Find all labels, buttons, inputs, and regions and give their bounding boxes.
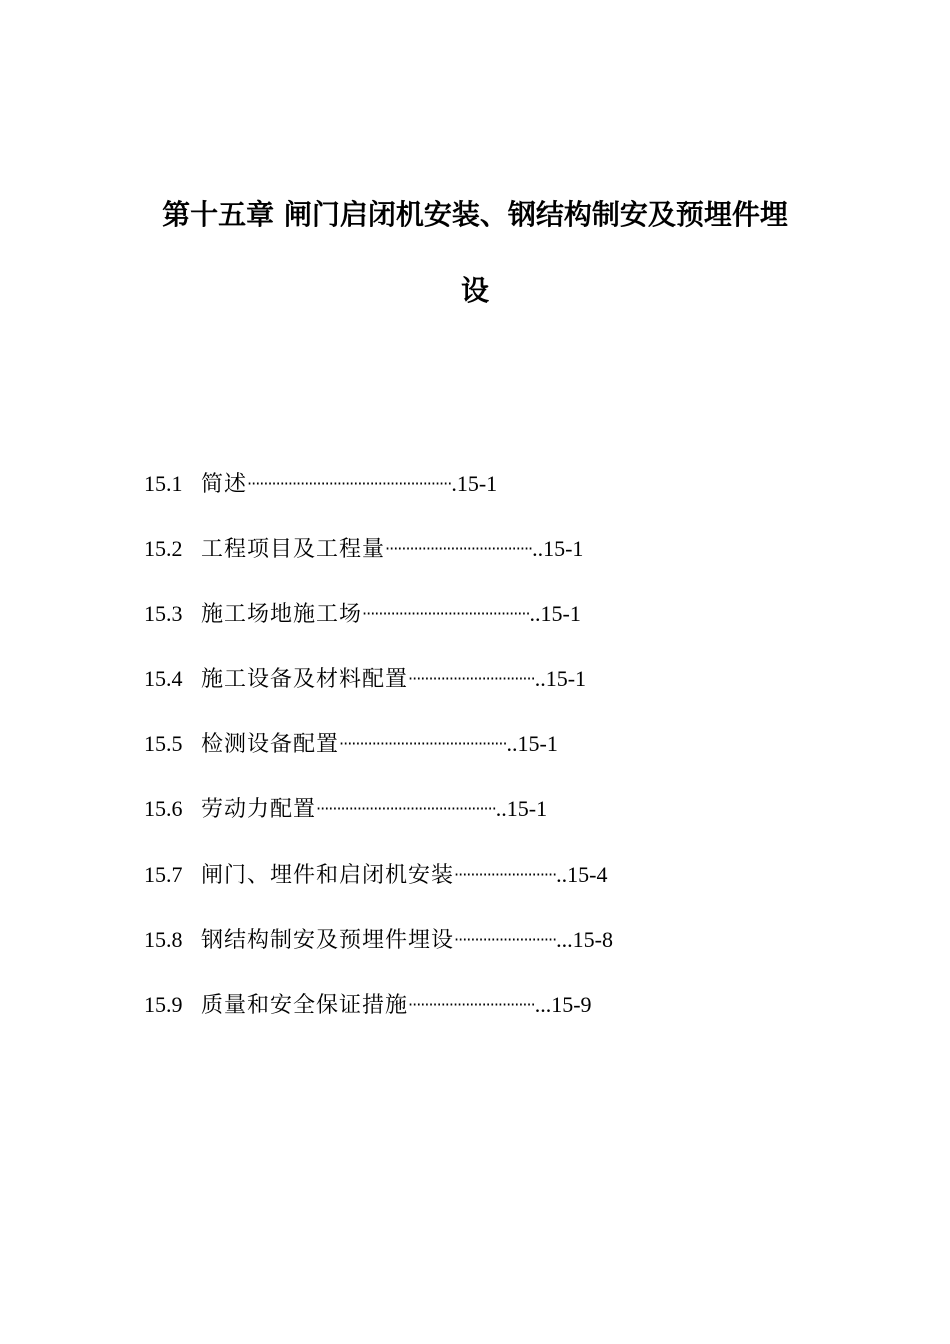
toc-number: 15.9: [144, 992, 183, 1017]
toc-page-number: ..15-1: [529, 601, 581, 626]
toc-label: 施工场地施工场: [201, 602, 363, 627]
toc-number: 15.6: [144, 796, 183, 821]
toc-page-number: ..15-1: [495, 796, 548, 821]
toc-label: 检测设备配置: [201, 732, 340, 757]
toc-page-number: ..15-4: [556, 862, 608, 887]
toc-entry-15-9[interactable]: [144, 987, 592, 1023]
toc-leader-dots: ····································: [385, 539, 533, 558]
toc-page-number: ..15-1: [534, 666, 587, 691]
chapter-title-line-2: 设: [460, 274, 489, 307]
toc-entry-15-2[interactable]: [144, 531, 583, 567]
toc-entry-15-1[interactable]: [144, 466, 497, 502]
toc-label: 简述: [201, 472, 248, 497]
toc-number: 15.1: [144, 471, 183, 496]
toc-number: 15.4: [144, 666, 183, 691]
toc-label: 钢结构制安及预埋件埋设: [201, 928, 455, 953]
toc-number: 15.5: [144, 731, 183, 756]
toc-entry-15-5[interactable]: [144, 726, 558, 762]
toc-label: 质量和安全保证措施: [201, 993, 409, 1018]
toc-entry-15-8[interactable]: [144, 922, 613, 958]
toc-leader-dots: ·························: [454, 930, 557, 949]
toc-page-number: .15-1: [451, 471, 498, 496]
toc-leader-dots: ············································: [316, 799, 496, 818]
toc-leader-dots: ·········································: [339, 734, 507, 753]
toc-entry-15-3[interactable]: [144, 596, 581, 632]
toc-page-number: ..15-1: [532, 536, 584, 561]
toc-leader-dots: ·························: [454, 865, 557, 884]
toc-page-number: ...15-9: [534, 992, 592, 1017]
toc-page-number: ...15-8: [556, 927, 613, 952]
toc-label: 工程项目及工程量: [201, 537, 386, 562]
toc-number: 15.3: [144, 601, 183, 626]
toc-label: 闸门、埋件和启闭机安装: [201, 863, 455, 888]
toc-number: 15.2: [144, 536, 183, 561]
toc-entry-15-7[interactable]: [144, 857, 608, 893]
toc-leader-dots: ·········································: [362, 604, 530, 623]
toc-page-number: ..15-1: [506, 731, 558, 756]
chapter-title-line-1: 第十五章 闸门启闭机安装、钢结构制安及预埋件埋: [162, 198, 788, 231]
toc-label: 施工设备及材料配置: [201, 667, 409, 692]
toc-leader-dots: ·······························: [408, 669, 535, 688]
toc-entry-15-6[interactable]: [144, 791, 547, 827]
toc-number: 15.8: [144, 927, 183, 952]
toc-leader-dots: ··················································: [247, 474, 452, 493]
toc-entry-15-4[interactable]: [144, 661, 586, 697]
toc-leader-dots: ·······························: [408, 995, 535, 1014]
toc-label: 劳动力配置: [201, 797, 317, 822]
toc-number: 15.7: [144, 862, 183, 887]
